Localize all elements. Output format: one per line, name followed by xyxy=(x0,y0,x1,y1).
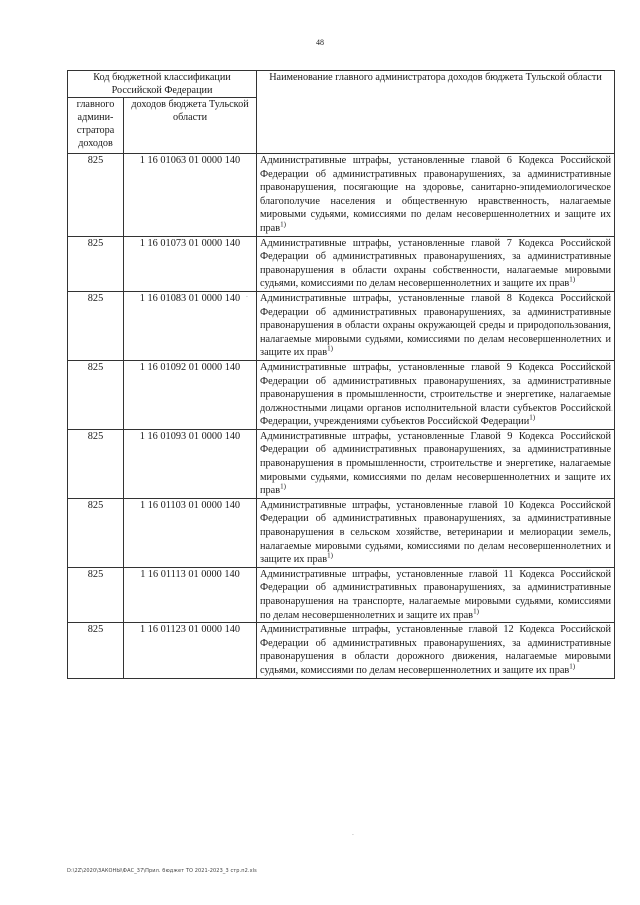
table-row xyxy=(68,154,615,237)
revenue-code-cell: 1 16 01103 01 0000 140 xyxy=(124,498,257,567)
admin-code-cell: 825 xyxy=(68,429,124,498)
admin-code-cell: 825 xyxy=(68,154,124,237)
revenue-code-cell: 1 16 01083 01 0000 140 xyxy=(124,291,257,360)
table-row xyxy=(68,291,615,360)
scan-artifact: · xyxy=(246,294,248,301)
table-row xyxy=(68,498,615,567)
admin-code-cell: 825 xyxy=(68,567,124,622)
footnote-marker: 1) xyxy=(569,662,576,671)
table-row xyxy=(68,623,615,678)
description-cell xyxy=(257,623,615,678)
scan-artifact: · xyxy=(611,408,613,415)
description-text: Административные штрафы, установленные главой 12 Кодекса Российской Федерации об административных правонарушениях, за административные правонарушения в области дорожного движения, налагаемые мировыми судьями, комиссиями по делам несовершеннолетних и защите их прав xyxy=(260,624,612,676)
table-row xyxy=(68,360,615,429)
admin-code-cell: 825 xyxy=(68,623,124,678)
code-group-header: Код бюджетной классификации Российской Федерации xyxy=(68,71,257,98)
description-cell xyxy=(257,154,615,237)
admin-code-cell: 825 xyxy=(68,236,124,291)
revenue-column-header: доходов бюджета Тульской области xyxy=(124,98,257,154)
revenue-code-cell: 1 16 01123 01 0000 140 xyxy=(124,623,257,678)
revenue-code-cell: 1 16 01093 01 0000 140 xyxy=(124,429,257,498)
description-cell xyxy=(257,291,615,360)
description-cell xyxy=(257,498,615,567)
admin-code-cell: 825 xyxy=(68,360,124,429)
description-cell xyxy=(257,360,615,429)
footnote-marker: 1) xyxy=(529,413,536,422)
table-body xyxy=(68,154,615,679)
description-text: Административные штрафы, установленные Главой 9 Кодекса Российской Федерации об административных правонарушениях, за административные правонарушения в промышленности, строительстве и энергетике, налагаемые мировыми судьями, комиссиями по делам несовершеннолетних и защите их прав xyxy=(260,430,612,497)
description-text: Административные штрафы, установленные главой 7 Кодекса Российской Федерации об административных правонарушениях, за административные правонарушения в области охраны собственности, налагаемые мировыми судьями, комиссиями по делам несовершеннолетних и защите их прав xyxy=(260,237,612,290)
description-text: Административные штрафы, установленные главой 8 Кодекса Российской Федерации об административных правонарушениях, за административные правонарушения в области охраны окружающей среды и природопользования, налагаемые мировыми судьями, комиссиями по делам несовершеннолетних и защите их прав xyxy=(260,292,612,359)
name-column-header: Наименование главного администратора доходов бюджета Тульской области xyxy=(257,71,615,154)
description-text: Административные штрафы, установленные главой 11 Кодекса Российской Федерации об административных правонарушениях, за административные правонарушения на транспорте, налагаемые мировыми судьями, комиссиями по делам несовершеннолетних и защите их прав xyxy=(260,568,612,621)
table-row xyxy=(68,429,615,498)
revenue-code-cell: 1 16 01092 01 0000 140 xyxy=(124,360,257,429)
revenue-code-cell: 1 16 01063 01 0000 140 xyxy=(124,154,257,237)
admin-code-cell: 825 xyxy=(68,498,124,567)
revenue-code-cell: 1 16 01073 01 0000 140 xyxy=(124,236,257,291)
revenue-code-cell: 1 16 01113 01 0000 140 xyxy=(124,567,257,622)
footnote-marker: 1) xyxy=(473,607,479,616)
footnote-marker: 1) xyxy=(280,482,286,491)
description-cell xyxy=(257,567,615,622)
table-row xyxy=(68,236,615,291)
table-row xyxy=(68,567,615,622)
scan-artifact: · xyxy=(352,832,354,839)
footnote-marker: 1) xyxy=(327,551,333,560)
page-number: 48 xyxy=(316,38,324,47)
footnote-marker: 1) xyxy=(569,275,576,284)
description-text: Административные штрафы, установленные главой 10 Кодекса Российской Федерации об административных правонарушениях, за административные правонарушения в сельском хозяйстве, ветеринарии и мелиорации земель, налагаемые мировыми судьями, комиссиями по делам несовершеннолетних и защите их прав xyxy=(260,499,612,566)
footnote-marker: 1) xyxy=(280,220,286,229)
description-text: Административные штрафы, установленные главой 6 Кодекса Российской Федерации об административных правонарушениях, за административные правонарушения, посягающие на здоровье, санитарно-эпидемиологическое благополучие населения и общественную нравственность, налагаемые мировыми судьями, комиссиями по делам несовершеннолетних и защите их прав xyxy=(260,155,612,234)
description-cell xyxy=(257,236,615,291)
footnote-marker: 1) xyxy=(327,344,333,353)
footer-file-path: D:\2Z\2020\ЗАКОНЫ\ФАС_37\Прил. бюджет ТО 2021-2023_3 стр.п2.xls xyxy=(67,868,257,874)
admin-column-header: главного админи-стратора доходов xyxy=(68,98,124,154)
description-text: Административные штрафы, установленные главой 9 Кодекса Российской Федерации об административных правонарушениях, за административные правонарушения в промышленности, строительстве и энергетике, налагаемые должностными лицами органов исполнительной власти субъектов Российской Федерации, учреждениями субъектов Российской Федерации xyxy=(260,361,612,428)
admin-code-cell: 825 xyxy=(68,291,124,360)
description-cell xyxy=(257,429,615,498)
revenue-administrators-table xyxy=(67,70,615,679)
